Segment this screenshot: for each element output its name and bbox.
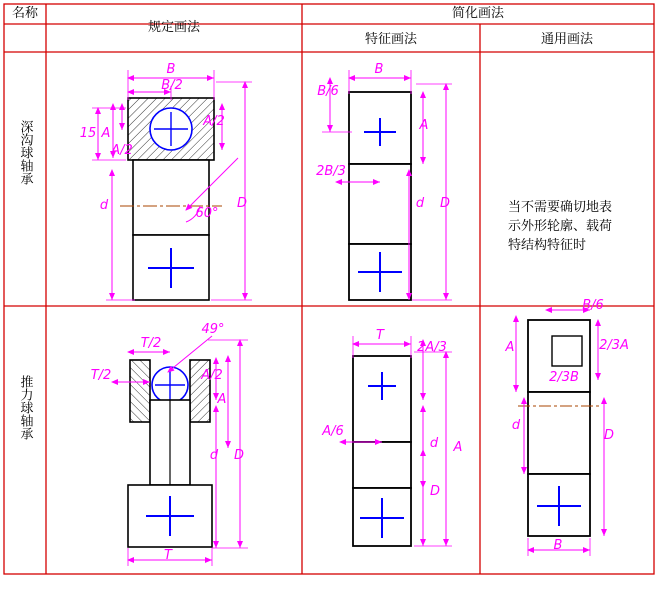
- dim-deep-standard-d: d: [99, 198, 109, 213]
- dim-thrust-standard-A: A: [217, 392, 227, 407]
- dim-thrust-feature-D: D: [429, 484, 440, 499]
- dim-thrust-standard-A2: A/2: [201, 368, 223, 383]
- dim-thrust-feature-2A3: 2A/3: [417, 340, 447, 355]
- dim-deep-feature-D: D: [439, 196, 450, 211]
- dim-deep-standard-A2-left: A/2: [111, 143, 133, 158]
- dim-deep-standard-15: 15: [79, 126, 97, 141]
- dim-thrust-standard-D: D: [233, 448, 244, 463]
- dim-general-A: A: [505, 340, 515, 355]
- dim-deep-feature-B6: B/6: [317, 84, 339, 99]
- dim-general-2B3: 2/3B: [549, 370, 579, 385]
- dim-deep-feature-B: B: [374, 62, 384, 77]
- dim-deep-standard-A2-right: A/2: [203, 114, 225, 129]
- dim-general-d: d: [511, 418, 521, 433]
- dim-general-B6: B/6: [582, 298, 604, 313]
- note-line-3: 特结构特征时: [508, 238, 587, 253]
- row-label-thrust: 推力球轴承: [17, 375, 33, 440]
- note-line-1: 当不需要确切地表: [508, 200, 613, 215]
- dim-deep-standard-A: A: [101, 126, 111, 141]
- dim-deep-feature-A: A: [419, 118, 429, 133]
- dim-deep-standard-B: B: [166, 62, 176, 77]
- dim-general-2A3: 2/3A: [599, 338, 629, 353]
- dim-thrust-standard-T: T: [164, 548, 172, 563]
- header-simplified: 简化画法: [451, 6, 504, 21]
- dim-general-B: B: [553, 538, 563, 553]
- dim-thrust-standard-T2-left: T/2: [90, 368, 112, 383]
- dim-thrust-standard-d: d: [209, 448, 219, 463]
- row-label-deep-groove: 深沟球轴承: [17, 120, 33, 185]
- dim-thrust-feature-T: T: [376, 328, 384, 343]
- header-feature: 特征画法: [364, 32, 417, 47]
- dim-thrust-feature-A: A: [453, 440, 463, 455]
- note-line-2: 示外形轮廓、载荷: [508, 219, 613, 234]
- header-general: 通用画法: [540, 32, 593, 47]
- dim-deep-standard-D: D: [236, 196, 247, 211]
- dim-deep-feature-d: d: [415, 196, 425, 211]
- dim-thrust-feature-d: d: [429, 436, 439, 451]
- header-name: 名称: [11, 6, 38, 21]
- dim-deep-feature-2B3: 2B/3: [316, 164, 346, 179]
- header-standard: 规定画法: [147, 20, 200, 35]
- dim-deep-standard-B2: B/2: [161, 78, 183, 93]
- dim-thrust-standard-T2-top: T/2: [140, 336, 162, 351]
- dim-thrust-standard-angle: 49°: [201, 322, 225, 337]
- dim-deep-standard-angle: 60°: [195, 206, 219, 221]
- dim-thrust-feature-A6: A/6: [322, 424, 344, 439]
- dim-general-D: D: [603, 428, 614, 443]
